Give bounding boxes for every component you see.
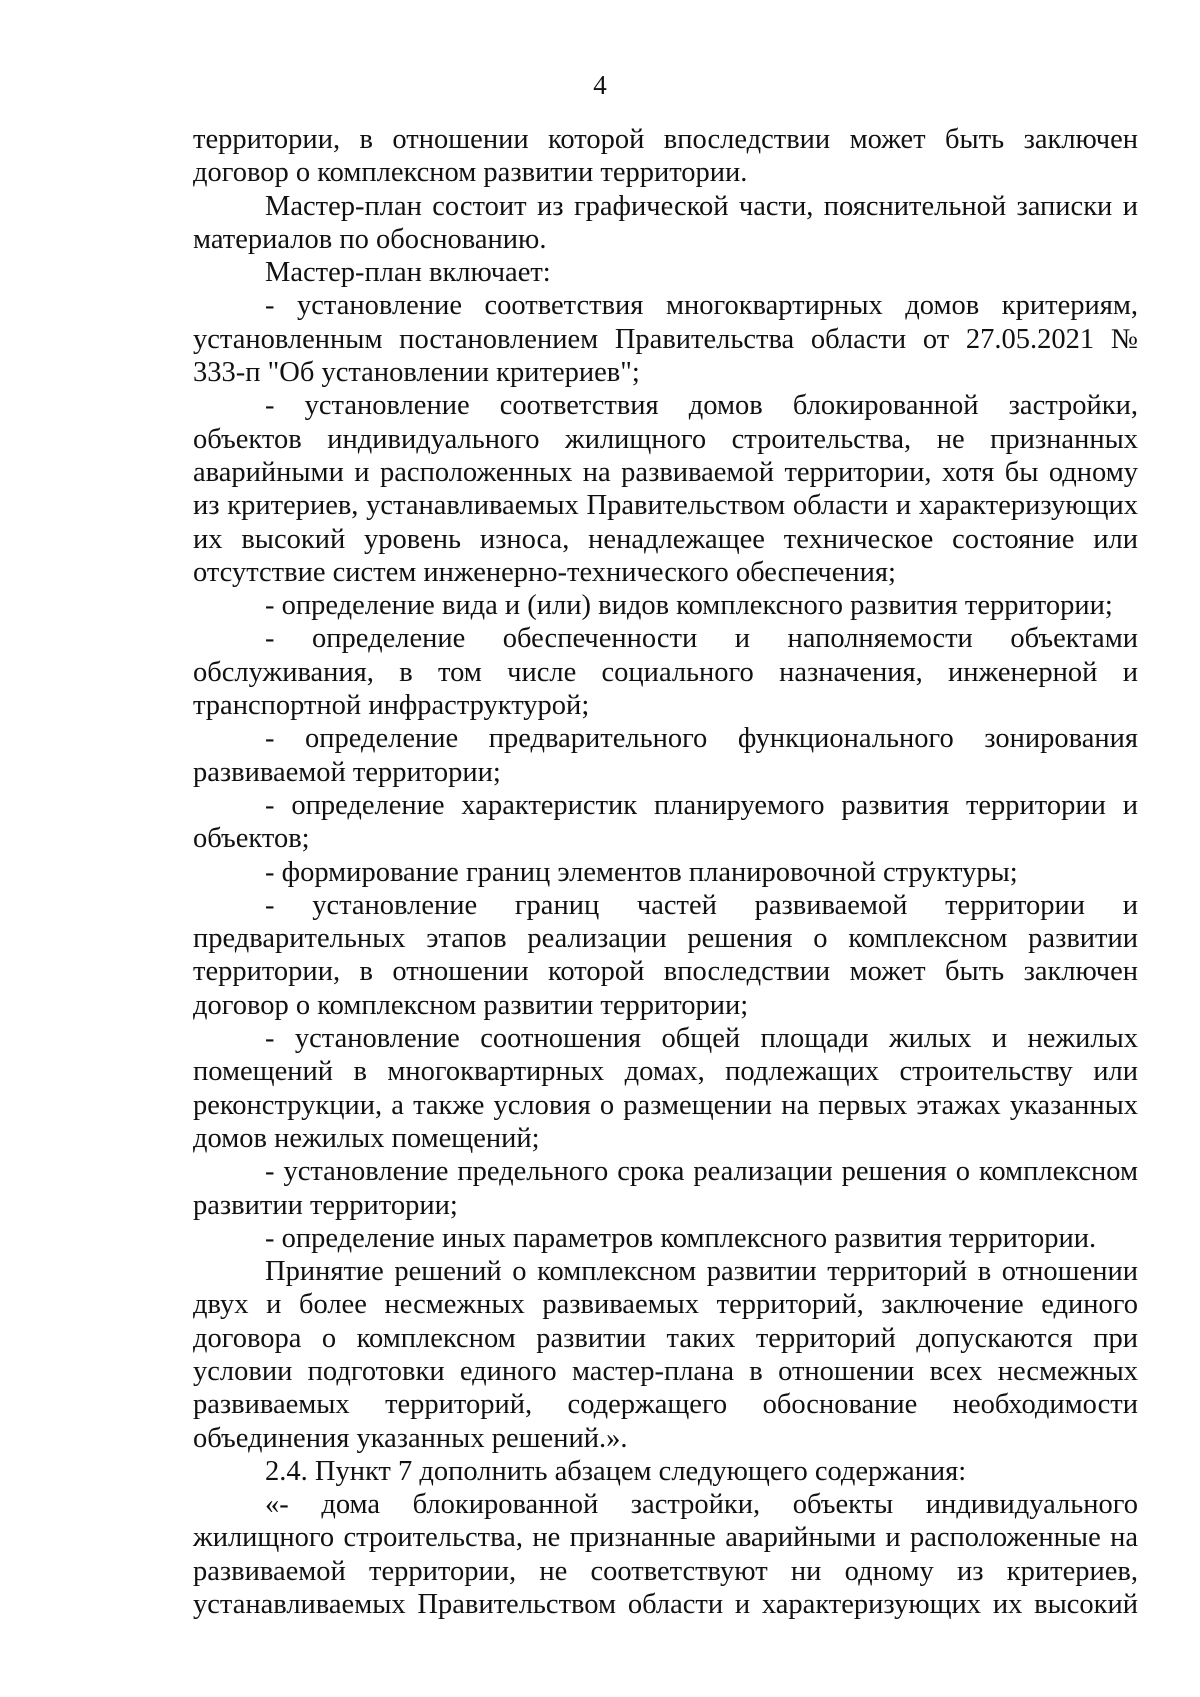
paragraph-master-plan-includes: Мастер-план включает: bbox=[265, 257, 551, 289]
paragraph-quoted-addition: «- дома блокированной застройки, объекты индивидуального жилищного строительства, не признанные аварийными и расположенные на развиваемой территории, не соответствуют ни одному из критериев, устанавливаемых Правительством области и характеризующих их высокий bbox=[193, 1489, 1138, 1621]
list-item-blocked-houses-criteria: - установление соответствия домов блокированной застройки, объектов индивидуального жилищного строительства, не признанных аварийными и расположенных на развиваемой территории, хотя бы одному из критериев, устанавливаемых Правительством области и характеризующих их высокий уровень износа, ненадлежащее техническое состояние или отсутствие систем инженерно-технического обеспечения; bbox=[193, 390, 1138, 588]
page-number: 4 bbox=[593, 70, 607, 100]
list-item-area-ratio: - установление соотношения общей площади жилых и нежилых помещений в многоквартирных домах, подлежащих строительству или реконструкции, а также условия о размещении на первых этажах указанных домов нежилых помещений; bbox=[193, 1023, 1138, 1154]
list-item-territory-parts: - установление границ частей развиваемой территории и предварительных этапов реализации решения о комплексном развитии территории, в отношении которой впоследствии может быть заключен договор о комплексном развитии территории; bbox=[193, 889, 1138, 1021]
list-item-development-characteristics: - определение характеристик планируемого развития территории и объектов; bbox=[193, 789, 1138, 855]
list-item-functional-zoning: - определение предварительного функционального зонирования развиваемой территории; bbox=[193, 723, 1138, 788]
paragraph-non-adjacent-territories: Принятие решений о комплексном развитии территорий в отношении двух и более несмежных развиваемых территорий, заключение единого договора о комплексном развитии таких территорий допускаются при условии подготовки единого мастер-плана в отношении всех несмежных развиваемых территорий, содержащего обоснование необходимости объединения указанных решений.». bbox=[193, 1256, 1138, 1454]
paragraph-item-2-4: 2.4. Пункт 7 дополнить абзацем следующего содержания: bbox=[265, 1455, 967, 1487]
list-item-other-parameters: - определение иных параметров комплексного развития территории. bbox=[265, 1222, 1097, 1254]
paragraph-master-plan-composition: Мастер-план состоит из графической части, пояснительной записки и материалов по обоснованию. bbox=[193, 190, 1138, 255]
paragraph-continuation: территории, в отношении которой впоследствии может быть заключен договор о комплексном развитии территории. bbox=[193, 124, 1138, 189]
list-item-development-types: - определение вида и (или) видов комплексного развития территории; bbox=[265, 590, 1113, 622]
list-item-service-provision: - определение обеспеченности и наполняемости объектами обслуживания, в том числе социального назначения, инженерной и транспортной инфраструктурой; bbox=[193, 623, 1138, 722]
list-item-apartment-criteria: - установление соответствия многоквартирных домов критериям, установленным постановлением Правительства области от 27.05.2021 № 333-п "Об установлении критериев"; bbox=[193, 290, 1138, 389]
document-body bbox=[193, 123, 1138, 1621]
list-item-deadline: - установление предельного срока реализации решения о комплексном развитии территории; bbox=[193, 1156, 1138, 1221]
list-item-planning-boundaries: - формирование границ элементов планировочной структуры; bbox=[265, 856, 1018, 888]
